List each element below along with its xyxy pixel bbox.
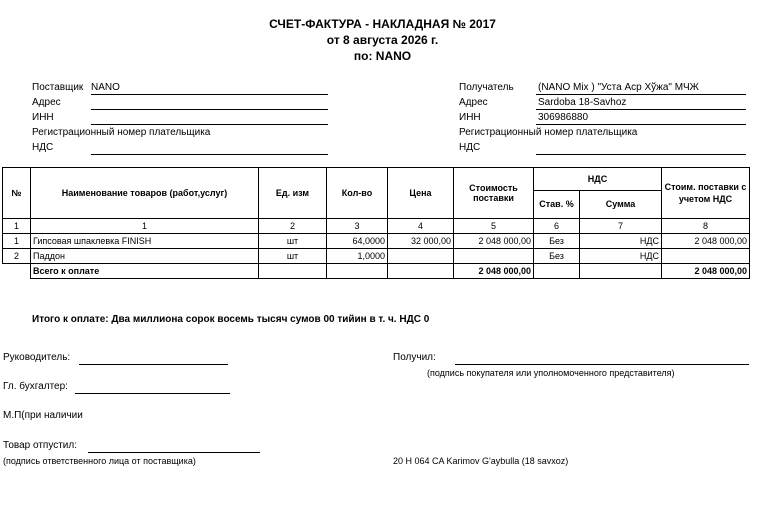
proxy-text: 20 H 064 CA Karimov G'aybulla (18 savxoz) (393, 456, 569, 466)
recipient-value: (NANO Mix ) "Уста Аср Хўжа" МЧЖ (538, 82, 699, 93)
table-row (3, 234, 750, 249)
colnum-5: 5 (454, 219, 534, 234)
row-num: 2 (3, 249, 31, 264)
supplier-address-label: Адрес (32, 97, 61, 108)
row-num: 1 (3, 234, 31, 249)
row-cost: 2 048 000,00 (454, 234, 534, 249)
colnum-8: 8 (662, 219, 750, 234)
row-qty: 1,0000 (327, 249, 388, 264)
recipient-nds-line (536, 154, 746, 155)
accountant-line (75, 393, 230, 394)
recipient-inn-line (536, 124, 746, 125)
received-note: (подпись покупателя или уполномоченного представителя) (427, 368, 675, 378)
received-label: Получил: (393, 352, 436, 363)
row-cost (454, 249, 534, 264)
row-vat: НДС (580, 249, 662, 264)
row-rate: Без (534, 234, 580, 249)
row-unit: шт (259, 234, 327, 249)
document-date: от 8 августа 2026 г. (326, 33, 439, 47)
row-total (662, 249, 750, 264)
recipient-nds-label: НДС (459, 142, 481, 153)
stamp-label: М.П(при наличии (3, 410, 83, 421)
received-line (455, 364, 749, 365)
recipient-inn: 306986880 (538, 112, 589, 123)
colnum-4: 4 (388, 219, 454, 234)
colnum-2: 2 (259, 219, 327, 234)
supplier-line (91, 94, 328, 95)
summary-text: Итого к оплате: Два миллиона сорок восемь тысяч сумов 00 тийин в т. ч. НДС 0 (32, 314, 430, 325)
header-cost: Стоимость поставки (454, 168, 534, 219)
header-vat-sum: Сумма (580, 190, 662, 218)
recipient-label: Получатель (459, 82, 514, 93)
row-price (388, 249, 454, 264)
supplier-nds-label: НДС (32, 142, 54, 153)
header-price: Цена (388, 168, 454, 219)
table-row (3, 249, 750, 264)
colnum-1: 1 (3, 219, 31, 234)
colnum-7: 7 (580, 219, 662, 234)
recipient-inn-label: ИНН (459, 112, 481, 123)
row-unit: шт (259, 249, 327, 264)
director-line (79, 364, 228, 365)
colnum-6: 6 (534, 219, 580, 234)
header-total: Стоим. поставки с учетом НДС (662, 168, 750, 219)
recipient-address: Sardoba 18-Savhoz (538, 97, 627, 108)
recipient-address-line (536, 109, 746, 110)
recipient-reg-label: Регистрационный номер плательщика (459, 127, 638, 138)
total-cost: 2 048 000,00 (454, 264, 534, 279)
supplier-label: Поставщик (32, 82, 84, 93)
accountant-label: Гл. бухгалтер: (3, 381, 68, 392)
row-rate: Без (534, 249, 580, 264)
header-unit: Ед. изм (259, 168, 327, 219)
document-title: СЧЕТ-ФАКТУРА - НАКЛАДНАЯ № 2017 (269, 17, 496, 31)
colnum-1b: 1 (31, 219, 259, 234)
colnum-3: 3 (327, 219, 388, 234)
header-name: Наименование товаров (работ,услуг) (31, 168, 259, 219)
invoice-table (2, 167, 750, 279)
document-contract: по: NANO (353, 49, 412, 63)
released-label: Товар отпустил: (3, 440, 77, 451)
supplier-value: NANO (91, 82, 120, 93)
supplier-nds-line (91, 154, 328, 155)
supplier-address-line (91, 109, 328, 110)
total-sum: 2 048 000,00 (662, 264, 750, 279)
total-label: Всего к оплате (31, 264, 259, 279)
supplier-inn-label: ИНН (32, 112, 54, 123)
supplier-inn-line (91, 124, 328, 125)
header-qty: Кол-во (327, 168, 388, 219)
total-row (3, 264, 750, 279)
director-label: Руководитель: (3, 352, 71, 363)
released-note: (подпись ответственного лица от поставщика) (3, 456, 196, 466)
row-name: Паддон (31, 249, 259, 264)
released-line (88, 452, 260, 453)
supplier-reg-label: Регистрационный номер плательщика (32, 127, 211, 138)
recipient-line (536, 94, 746, 95)
header-vat: НДС (534, 168, 662, 191)
row-name: Гипсовая шпаклевка FINISH (31, 234, 259, 249)
row-price: 32 000,00 (388, 234, 454, 249)
recipient-address-label: Адрес (459, 97, 488, 108)
row-vat: НДС (580, 234, 662, 249)
header-num: № (3, 168, 31, 219)
row-qty: 64,0000 (327, 234, 388, 249)
header-vat-rate: Став. % (534, 190, 580, 218)
row-total: 2 048 000,00 (662, 234, 750, 249)
